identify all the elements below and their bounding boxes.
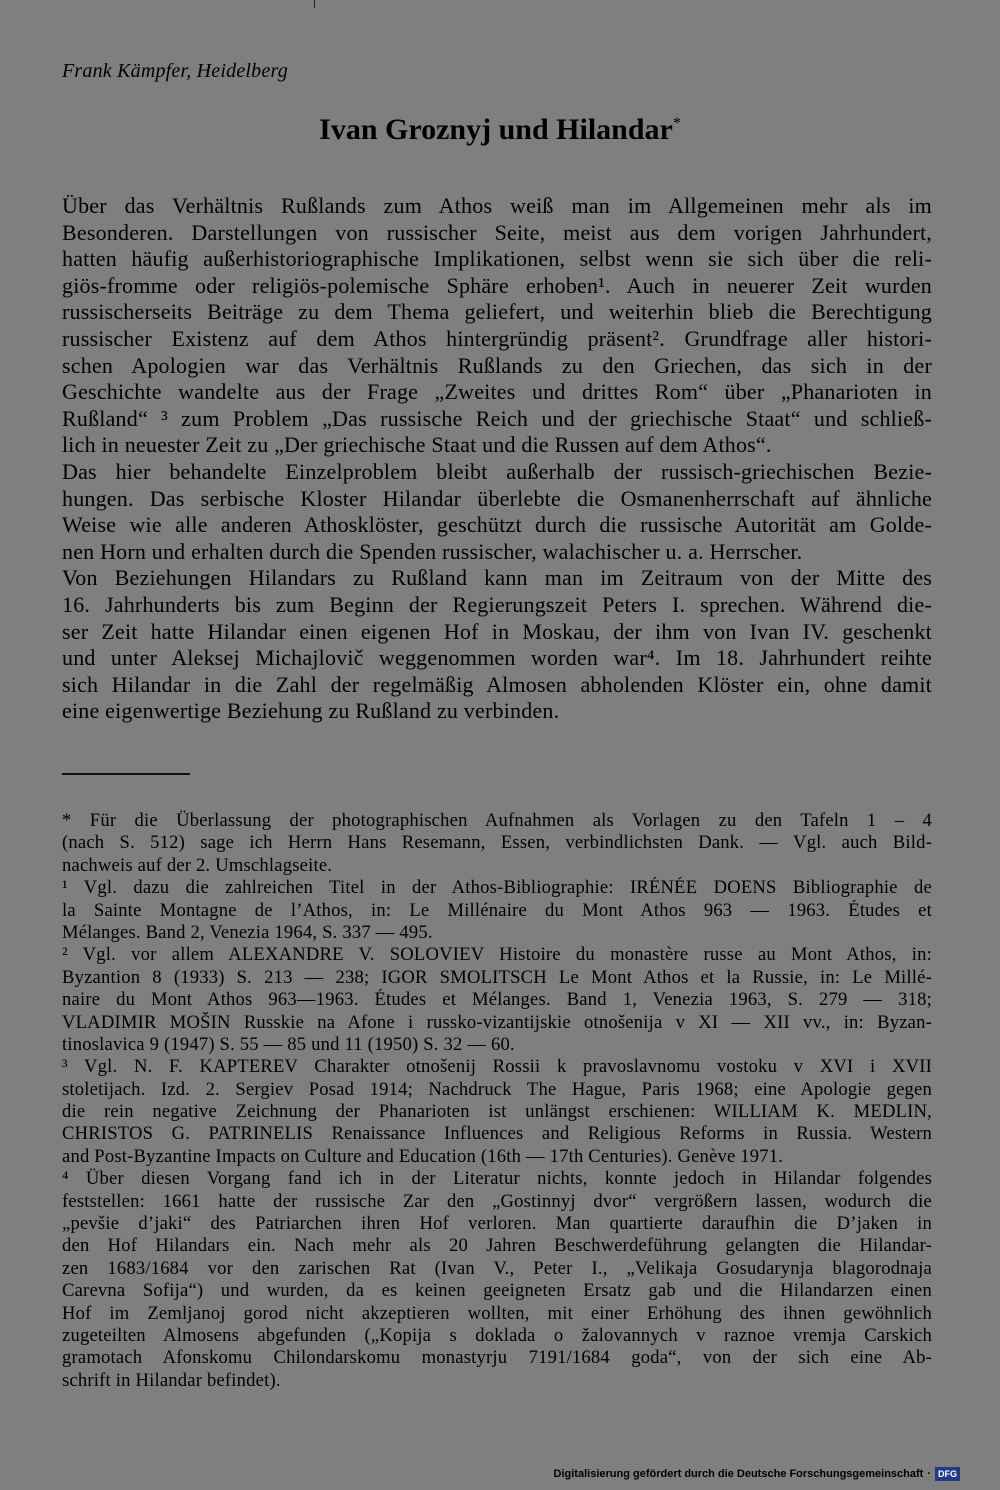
footnote-line: ¹ Vgl. dazu die zahlreichen Titel in der Athos-Bibliographie: IRÉNÉE DOENS Bibliographie de [62, 877, 932, 899]
footnote-line: tinoslavica 9 (1947) S. 55 — 85 und 11 (1950) S. 32 — 60. [62, 1033, 515, 1055]
footnote-line: zen 1683/1684 vor den zarischen Rat (Ivan V., Peter I., „Velikaja Gosudarynja blagorodnaja [62, 1257, 932, 1279]
footnote-line: Hof im Zemljanoj gorod nicht akzeptieren wollten, mit einer Erhöhung des ihnen gewöhnlich [62, 1302, 932, 1324]
footnote-line: „pevšie d’jaki“ des Patriarchen ihren Hof verloren. Man quartierte daraufhin die D’jaken in [62, 1213, 932, 1235]
footnote-line: die rein negative Zeichnung der Phanarioten ist unlängst erschienen: WILLIAM K. MEDLIN, [62, 1101, 932, 1123]
footnote-line: den Hof Hilandars ein. Nach mehr als 20 Jahren Beschwerdeführung gelangten die Hilandar- [62, 1235, 932, 1257]
body-line: lich in neuester Zeit zu „Der griechische Staat und die Russen auf dem Athos“. [62, 432, 772, 458]
footnote-divider [62, 773, 190, 775]
footnote-line: (nach S. 512) sage ich Herrn Hans Resemann, Essen, verbindlichsten Dank. — Vgl. auch Bild- [62, 832, 932, 854]
digitization-footer [554, 1466, 960, 1482]
body-line: hatten häufig außerhistoriographische Implikationen, selbst wenn sie sich über die reli- [62, 246, 932, 272]
author-line: Frank Kämpfer, Heidelberg [62, 60, 288, 82]
body-line: giös-fromme oder religiös-polemische Sphäre erhoben¹. Auch in neuerer Zeit wurden [62, 272, 932, 298]
body-line: ser Zeit hatte Hilandar einen eigenen Hof in Moskau, der ihm von Ivan IV. geschenkt [62, 618, 932, 644]
body-line: russischer Existenz auf dem Athos hintergründig präsent². Grundfrage aller histori- [62, 325, 932, 351]
footnote-line: ² Vgl. vor allem ALEXANDRE V. SOLOVIEV Histoire du monastère russe au Mont Athos, in: [62, 944, 932, 966]
footnote-line: and Post-Byzantine Impacts on Culture and Education (16th — 17th Centuries). Genève 1971. [62, 1145, 784, 1167]
title-footnote-mark: * [672, 115, 681, 132]
body-text [62, 193, 932, 725]
body-line: Besonderen. Darstellungen von russischer Seite, meist aus dem vorigen Jahrhundert, [62, 219, 932, 245]
body-line: Über das Verhältnis Rußlands zum Athos weiß man im Allgemeinen mehr als im [62, 193, 932, 218]
body-line: schen Apologien war das Verhältnis Rußlands zu den Griechen, das sich in der [62, 352, 932, 378]
body-line: nen Horn und erhalten durch die Spenden russischer, walachischer u. a. Herrscher. [62, 538, 803, 564]
footnote-line: zugeteilten Almosens abgefunden („Kopija s doklada o žalovannych v raznoe vremja Carskich [62, 1324, 932, 1346]
body-line: und unter Aleksej Michajlovič weggenommen worden war⁴. Im 18. Jahrhundert reihte [62, 645, 932, 671]
body-line: russischerseits Beiträge zu dem Thema geliefert, und weiterhin blieb die Berechtigung [62, 299, 932, 325]
footnote-line: gramotach Afonskomu Chilondarskomu monastyrju 7191/1684 goda“, von der sich eine Ab- [62, 1347, 932, 1369]
footer-text: Digitalisierung gefördert durch die Deutsche Forschungsgemeinschaft [553, 1468, 924, 1480]
page-title [0, 113, 1000, 147]
body-line: Weise wie alle anderen Athosklöster, geschützt durch die russische Autorität am Golde- [62, 512, 932, 538]
dfg-logo: DFG [935, 1467, 960, 1481]
footnote-line: Byzantion 8 (1933) S. 213 — 238; IGOR SMOLITSCH Le Mont Athos et la Russie, in: Le Millé- [62, 966, 932, 988]
footnote-line: nachweis auf der 2. Umschlagseite. [62, 854, 333, 876]
body-line: eine eigenwertige Beziehung zu Rußland zu verbinden. [62, 698, 560, 724]
footnote-line: la Sainte Montagne de l’Athos, in: Le Millénaire du Mont Athos 963 — 1963. Études et [62, 899, 932, 921]
footnote-line: ⁴ Über diesen Vorgang fand ich in der Literatur nichts, konnte jedoch in Hilandar folgendes [62, 1168, 932, 1190]
body-line: Geschichte wandelte aus der Frage „Zweites und drittes Rom“ über „Phanarioten in [62, 379, 932, 405]
footnote-line: Mélanges. Band 2, Venezia 1964, S. 337 — 495. [62, 921, 433, 943]
footnote-line: feststellen: 1661 hatte der russische Zar den „Gostinnyj dvor“ vergrößern lassen, wodurch die [62, 1190, 932, 1212]
footer-separator: · [927, 1468, 931, 1480]
footnotes [62, 810, 932, 1392]
footnote-line: ³ Vgl. N. F. KAPTEREV Charakter otnošenij Rossii k pravoslavnomu vostoku v XVI i XVII [62, 1056, 932, 1078]
footnote-line: CHRISTOS G. PATRINELIS Renaissance Influences and Religious Reforms in Russia. Western [62, 1123, 932, 1145]
body-line: Von Beziehungen Hilandars zu Rußland kann man im Zeitraum von der Mitte des [62, 565, 932, 591]
footnote-line: * Für die Überlassung der photographischen Aufnahmen als Vorlagen zu den Tafeln 1 – 4 [62, 810, 932, 831]
title-text: Ivan Groznyj und Hilandar [319, 113, 673, 146]
footnote-line: Carevna Sofija“) und wurden, da es keinen geeigneten Ersatz gab und die Hilandarzen einen [62, 1280, 932, 1302]
scan-mark [314, 0, 315, 8]
body-line: hungen. Das serbische Kloster Hilandar überlebte die Osmanenherrschaft auf ähnliche [62, 485, 932, 511]
body-line: sich Hilandar in die Zahl der regelmäßig Almosen abholenden Klöster ein, ohne damit [62, 671, 932, 697]
body-line: Rußland“ ³ zum Problem „Das russische Reich und der griechische Staat“ und schließ- [62, 405, 932, 431]
footnote-line: naire du Mont Athos 963—1963. Études et Mélanges. Band 1, Venezia 1963, S. 279 — 318; [62, 989, 932, 1011]
body-line: Das hier behandelte Einzelproblem bleibt außerhalb der russisch-griechischen Bezie- [62, 458, 932, 484]
footnote-line: stoletijach. Izd. 2. Sergiev Posad 1914; Nachdruck The Hague, Paris 1968; eine Apologie gegen [62, 1078, 932, 1100]
body-line: 16. Jahrhunderts bis zum Beginn der Regierungszeit Peters I. sprechen. Während die- [62, 591, 932, 617]
footnote-line: VLADIMIR MOŠIN Russkie na Afone i russko-vizantijskie otnošenija v XI — XII vv., in: Byzan- [62, 1011, 932, 1033]
footnote-line: schrift in Hilandar befindet). [62, 1369, 281, 1391]
